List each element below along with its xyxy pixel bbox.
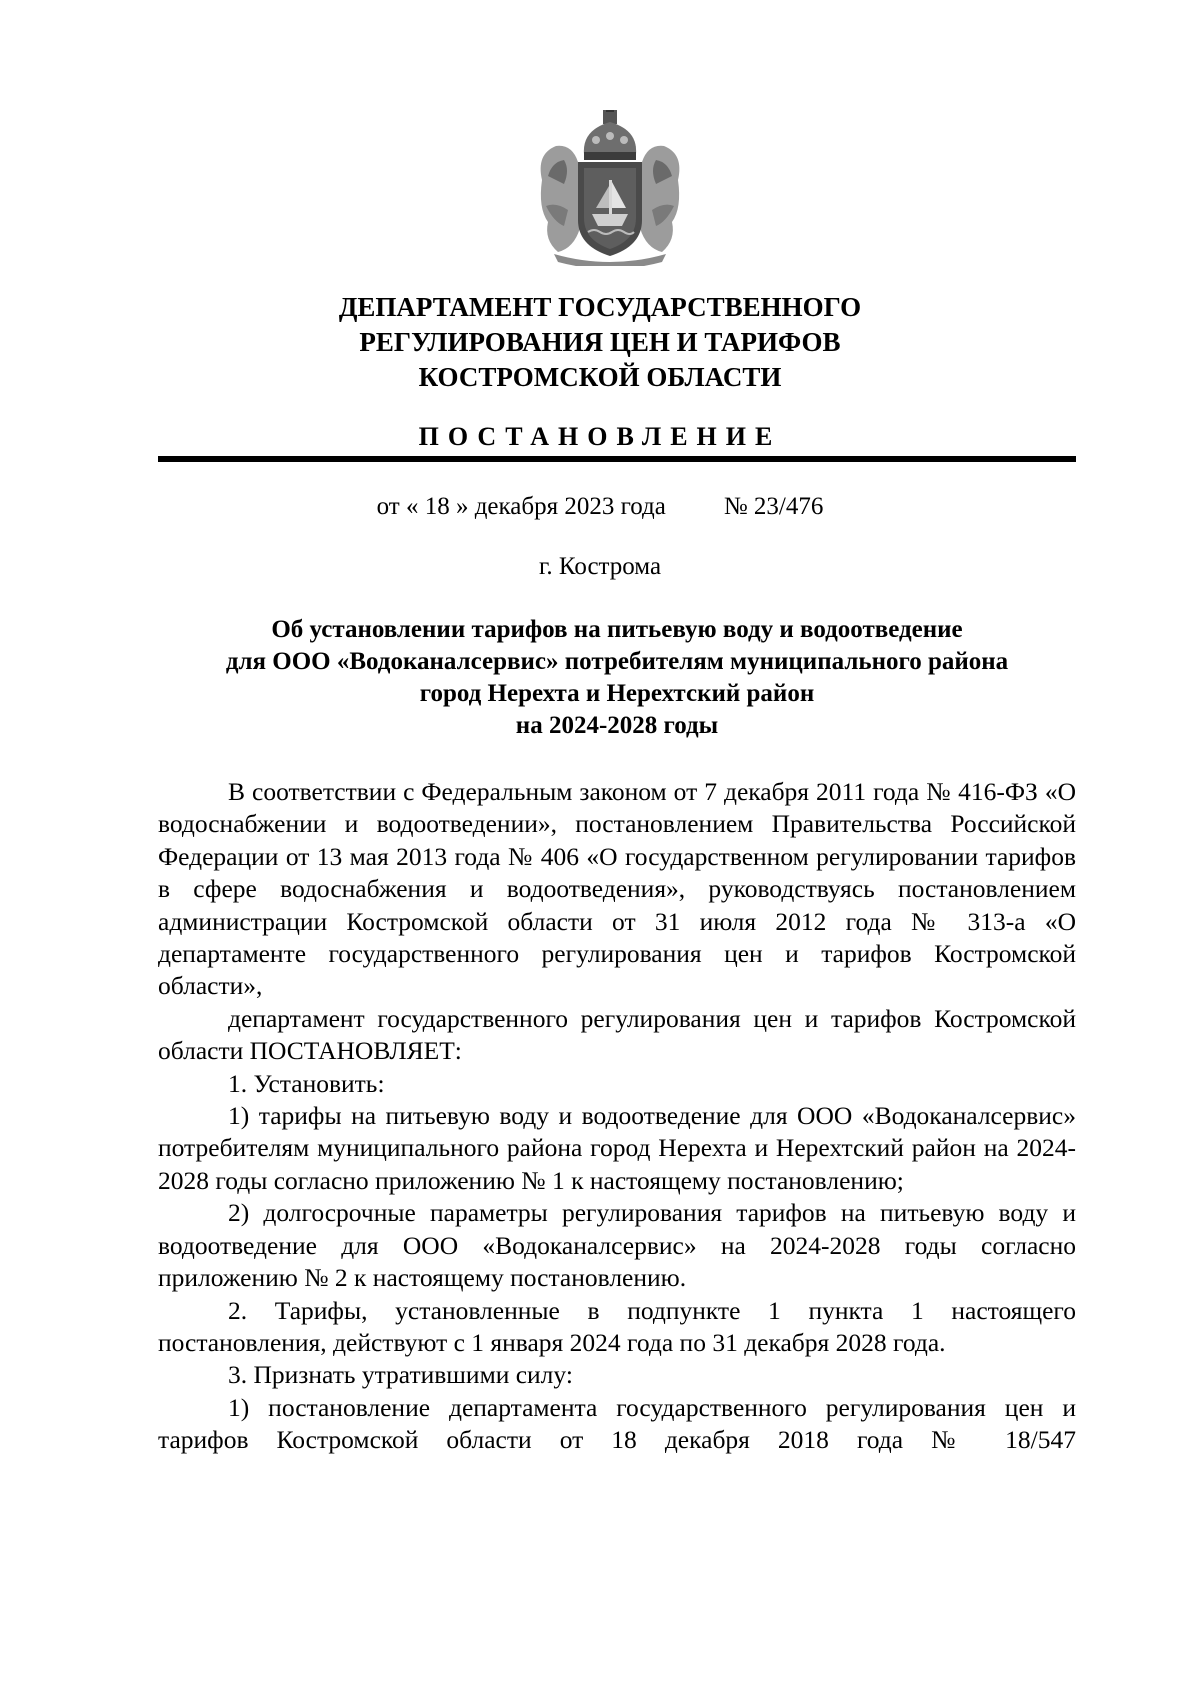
document-body xyxy=(158,776,1076,1457)
clause-1-item-1: 1) тарифы на питьевую воду и водоотведение для ООО «Водоканалсервис» потребителям муниципального района город Нерехта и Нерехтский район на 2024-2028 годы согласно приложению № 1 к настоящему постановлению; xyxy=(158,1101,1076,1195)
document-date: от « 18 » декабря 2023 года xyxy=(376,493,666,520)
subject-line-4: на 2024-2028 годы xyxy=(515,712,719,739)
clause-3-heading: 3. Признать утратившими силу: xyxy=(228,1360,573,1390)
kostroma-coat-of-arms-icon xyxy=(534,110,686,266)
subject-line-3: город Нерехта и Нерехтский район xyxy=(419,680,815,707)
clause-1-heading: 1. Установить: xyxy=(228,1068,385,1098)
clause-2: 2. Тарифы, установленные в подпункте 1 пункта 1 настоящего постановления, действуют с 1 января 2024 года по 31 декабря 2028 года. xyxy=(158,1295,1076,1357)
department-header xyxy=(0,290,1200,395)
document-type-title: ПОСТАНОВЛЕНИЕ xyxy=(418,422,782,451)
preamble-paragraph: В соответствии с Федеральным законом от 7 декабря 2011 года № 416-ФЗ «О водоснабжении и водоотведении», постановлением Правительства Российской Федерации от 13 мая 2013 года № 406 «О государственном регулировании тарифов в сфере водоснабжения и водоотведения», руководствуясь постановлением администрации Костромской области от 31 июля 2012 года № 313-а «О департаменте государственного регулирования цен и тарифов Костромской области», xyxy=(158,777,1076,1001)
document-subject xyxy=(158,614,1076,742)
document-number: № 23/476 xyxy=(723,493,824,520)
clause-3-item-1: 1) постановление департамента государственного регулирования цен и тарифов Костромской области от 18 декабря 2018 года № 18/547 xyxy=(158,1392,1076,1455)
subject-line-1: Об установлении тарифов на питьевую воду и водоотведение xyxy=(271,616,963,643)
header-divider xyxy=(158,456,1076,462)
header-line-2: РЕГУЛИРОВАНИЯ ЦЕН И ТАРИФОВ xyxy=(359,327,841,357)
subject-line-2: для ООО «Водоканалсервис» потребителям муниципального района xyxy=(225,648,1009,675)
document-city: г. Кострома xyxy=(538,553,662,580)
header-line-1: ДЕПАРТАМЕНТ ГОСУДАРСТВЕННОГО xyxy=(338,292,862,322)
resolution-paragraph: департамент государственного регулирования цен и тарифов Костромской области ПОСТАНОВЛЯЕТ: xyxy=(158,1003,1076,1066)
date-number-line xyxy=(0,492,1200,522)
header-line-3: КОСТРОМСКОЙ ОБЛАСТИ xyxy=(418,362,782,392)
clause-1-item-2: 2) долгосрочные параметры регулирования тарифов на питьевую воду и водоотведение для ООО «Водоканалсервис» на 2024-2028 годы согласно приложению № 2 к настоящему постановлению. xyxy=(158,1198,1076,1293)
